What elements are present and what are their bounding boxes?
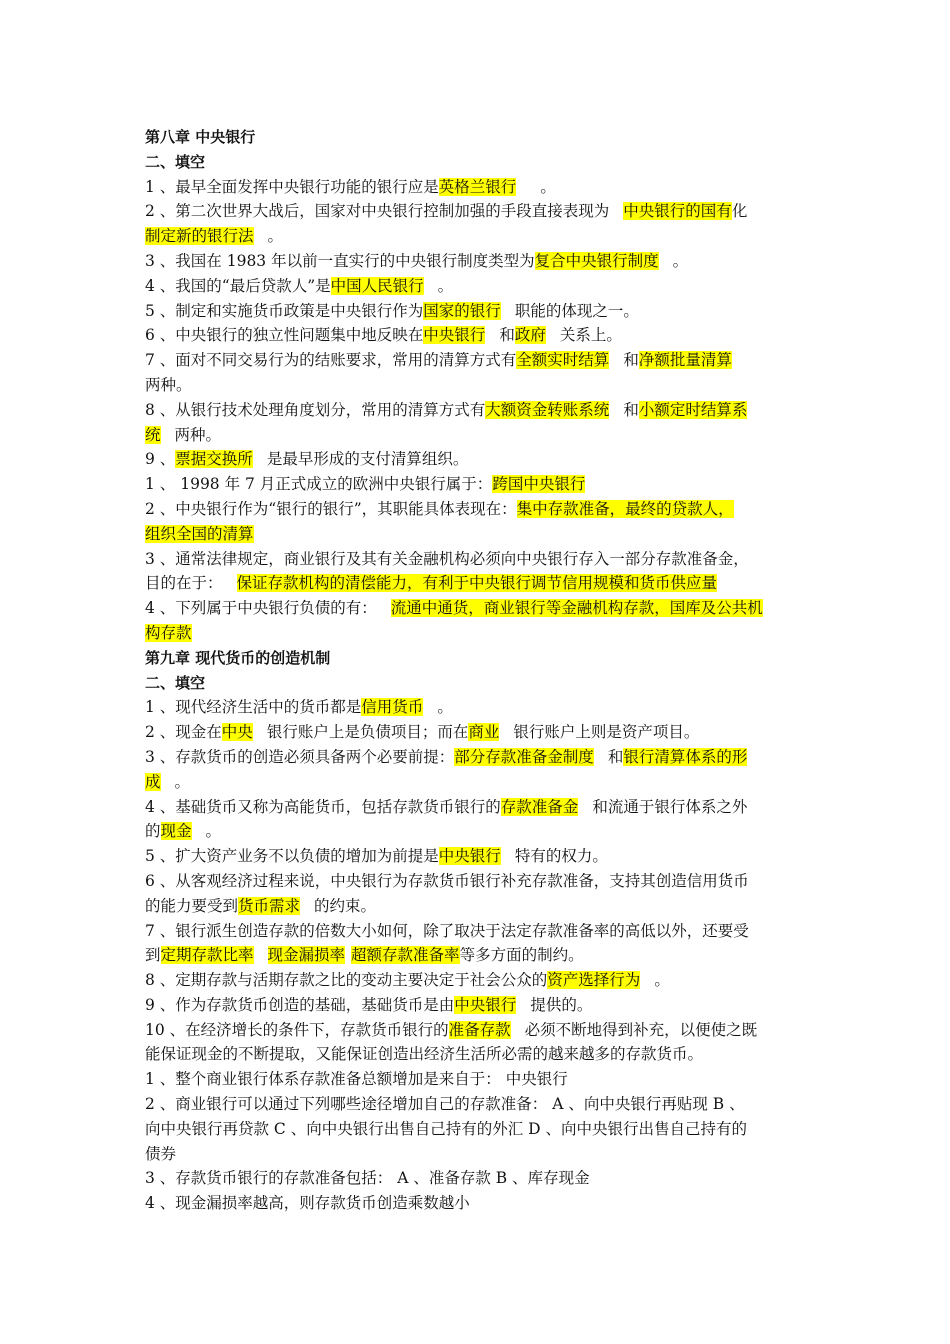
highlighted-answer: 复合中央银行制度 <box>534 251 659 270</box>
highlighted-answer: 制定新的银行法 <box>145 227 254 246</box>
question-line: 3 、我国在 1983 年以前一直实行的中央银行制度类型为复合中央银行制度 。 <box>145 251 689 270</box>
highlighted-answer: 票据交换所 <box>175 450 253 469</box>
fill-blank-heading: 二、填空 <box>145 152 206 171</box>
highlighted-answer: 全额实时结算 <box>516 351 610 370</box>
highlighted-answer: 定期存款比率 <box>160 946 254 965</box>
highlighted-answer: 资产选择行为 <box>547 971 641 990</box>
highlighted-answer: 银行清算体系的形 <box>623 747 748 766</box>
question-line: 到定期存款比率 现金漏损率 超额存款准备率等多方面的制约。 <box>145 946 584 965</box>
highlighted-answer: 大额资金转账系统 <box>485 400 610 419</box>
question-line: 两种。 <box>145 375 192 394</box>
question-line: 4 、基础货币又称为高能货币，包括存款货币银行的存款准备金 和流通于银行体系之外 <box>145 797 748 816</box>
question-line: 1 、现代经济生活中的货币都是信用货币 。 <box>145 698 453 717</box>
highlighted-answer: 超额存款准备率 <box>351 946 460 965</box>
choice-line: 目的在于： 保证存款机构的清偿能力，有利于中央银行调节信用规模和货币供应量 <box>145 574 718 593</box>
highlighted-answer: 国家的银行 <box>423 301 501 320</box>
question-line: 9 、作为存款货币创造的基础，基础货币是由中央银行 提供的。 <box>145 995 593 1014</box>
question-line: 5 、制定和实施货币政策是中央银行作为国家的银行 职能的体现之一。 <box>145 301 639 320</box>
question-line: 3 、存款货币的创造必须具备两个必要前提：部分存款准备金制度 和银行清算体系的形 <box>145 747 748 766</box>
highlighted-answer: 组织全国的清算 <box>145 524 254 543</box>
question-line: 能保证现金的不断提取，又能保证创造出经济生活所必需的越来越多的存款货币。 <box>145 1045 704 1064</box>
question-line: 的能力要受到货币需求 的约束。 <box>145 896 377 915</box>
question-line: 1 、最早全面发挥中央银行功能的银行应是英格兰银行 。 <box>145 177 556 196</box>
highlighted-answer: 中国人民银行 <box>330 276 424 295</box>
choice-line: 2 、中央银行作为“银行的银行”，其职能具体表现在：集中存款准备，最终的贷款人， <box>145 499 734 518</box>
question-line: 6 、中央银行的独立性问题集中地反映在中央银行 和政府 关系上。 <box>145 326 622 345</box>
choice-line: 2 、商业银行可以通过下列哪些途径增加自己的存款准备： A 、向中央银行再贴现 B 、 <box>145 1095 745 1114</box>
question-line: 统 两种。 <box>145 425 222 444</box>
highlighted-answer: 小额定时结算系 <box>638 400 748 419</box>
highlighted-answer: 政府 <box>514 326 546 345</box>
choice-line: 3 、通常法律规定，商业银行及其有关金融机构必须向中央银行存入一部分存款准备金， <box>145 549 749 568</box>
question-line: 8 、定期存款与活期存款之比的变动主要决定于社会公众的资产选择行为 。 <box>145 971 670 990</box>
highlighted-answer: 信用货币 <box>361 698 424 717</box>
highlighted-answer: 英格兰银行 <box>438 177 517 196</box>
highlighted-answer: 保证存款机构的清偿能力，有利于中央银行调节信用规模和货币供应量 <box>236 574 718 593</box>
highlighted-answer: 准备存款 <box>448 1020 511 1039</box>
question-line: 8 、从银行技术处理角度划分，常用的清算方式有大额资金转账系统 和小额定时结算系 <box>145 400 748 419</box>
question-line: 10 、在经济增长的条件下，存款货币银行的准备存款 必须不断地得到补充，以便使之既 <box>145 1020 758 1039</box>
highlighted-answer: 集中存款准备，最终的贷款人， <box>516 499 734 518</box>
question-line: 2 、现金在中央 银行账户上是负债项目；而在商业 银行账户上则是资产项目。 <box>145 723 700 742</box>
highlighted-answer: 存款准备金 <box>500 797 579 816</box>
choice-line: 1 、整个商业银行体系存款准备总额增加是来自于： 中央银行 <box>145 1070 568 1089</box>
highlighted-answer: 部分存款准备金制度 <box>454 747 594 766</box>
choice-line: 4 、现金漏损率越高，则存款货币创造乘数越小 <box>145 1194 470 1213</box>
highlighted-answer: 现金 <box>160 822 192 841</box>
choice-line: 债券 <box>145 1144 177 1163</box>
choice-line: 4 、下列属于中央银行负债的有： 流通中通货，商业银行等金融机构存款，国库及公共机 <box>145 599 763 618</box>
highlighted-answer: 商业 <box>468 723 500 742</box>
highlighted-answer: 统 <box>145 425 161 444</box>
question-line: 7 、银行派生创造存款的倍数大小如何，除了取决于法定存款准备率的高低以外，还要受 <box>145 921 749 940</box>
question-line: 的现金 。 <box>145 822 222 841</box>
choice-line: 向中央银行再贷款 C 、向中央银行出售自己持有的外汇 D 、向中央银行出售自己持有的 <box>145 1119 747 1138</box>
choice-line <box>145 522 808 547</box>
highlighted-answer: 中央 <box>221 723 253 742</box>
highlighted-answer: 流通中通货，商业银行等金融机构存款，国库及公共机 <box>390 599 763 618</box>
highlighted-answer: 构存款 <box>145 623 192 642</box>
question-line: 7 、面对不同交易行为的结账要求，常用的清算方式有全额实时结算 和净额批量清算 <box>145 351 732 370</box>
chapter-8-title: 第八章 中央银行 <box>145 128 256 146</box>
highlighted-answer: 中央银行的国有 <box>623 202 732 221</box>
question-line: 9 、票据交换所 是最早形成的支付清算组织。 <box>145 450 469 469</box>
choice-line: 1 、 1998 年 7 月正式成立的欧洲中央银行属于：跨国中央银行 <box>145 475 586 494</box>
question-line: 2 、第二次世界大战后，国家对中央银行控制加强的手段直接表现为 中央银行的国有化 <box>145 202 748 221</box>
question-line: 5 、扩大资产业务不以负债的增加为前提是中央银行 特有的权力。 <box>145 847 608 866</box>
question-line: 6 、从客观经济过程来说，中央银行为存款货币银行补充存款准备，支持其创造信用货币 <box>145 871 749 890</box>
highlighted-answer: 净额批量清算 <box>638 351 732 370</box>
choice-line <box>145 621 808 646</box>
document-page <box>145 125 808 1216</box>
highlighted-answer: 中央银行 <box>423 326 486 345</box>
question-line: 制定新的银行法 。 <box>145 227 284 246</box>
highlighted-answer: 货币需求 <box>238 896 301 915</box>
question-line: 4 、我国的“最后贷款人”是中国人民银行 。 <box>145 276 454 295</box>
chapter-9-title: 第九章 现代货币的创造机制 <box>145 648 331 667</box>
fill-blank-heading: 二、填空 <box>145 673 206 692</box>
question-line: 成 。 <box>145 772 191 791</box>
highlighted-answer: 成 <box>145 772 161 791</box>
highlighted-answer: 现金漏损率 <box>267 946 346 965</box>
highlighted-answer: 中央银行 <box>438 847 501 866</box>
choice-line: 3 、存款货币银行的存款准备包括： A 、准备存款 B 、库存现金 <box>145 1169 590 1188</box>
highlighted-answer: 跨国中央银行 <box>492 475 586 494</box>
highlighted-answer: 中央银行 <box>454 995 517 1014</box>
